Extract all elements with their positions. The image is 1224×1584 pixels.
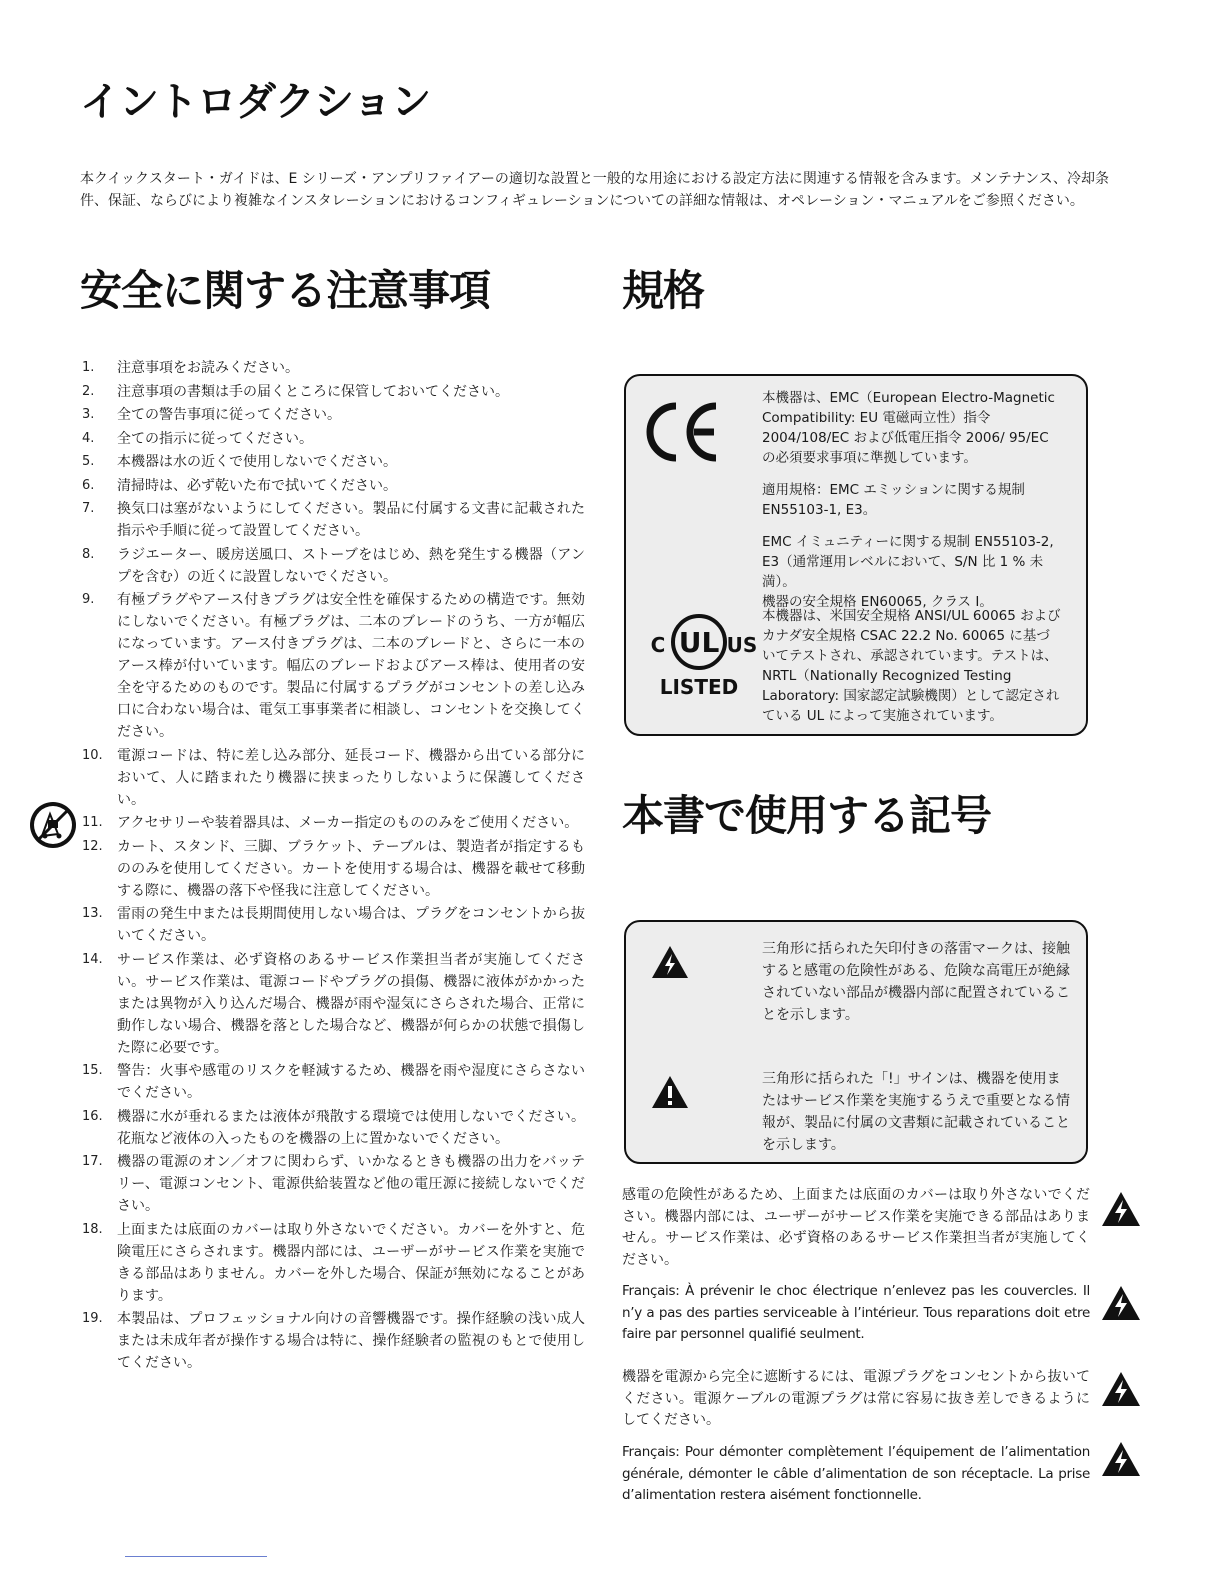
safety-item-number: 18. xyxy=(82,1221,103,1237)
safety-item-text: 警告：火事や感電のリスクを軽減するため、機器を雨や湿度にさらさないでください。 xyxy=(117,1063,585,1101)
ul-listed-icon xyxy=(644,604,758,704)
emc-line-2: EMC イミュニティーに関する規制 EN55103-2, E3（通常運用レベルにおいて、S/N 比 1 % 未満）。 xyxy=(762,534,1054,590)
ul-mark-ul: UL xyxy=(678,626,720,659)
ul-mark-listed: LISTED xyxy=(659,675,739,699)
safety-item xyxy=(80,1106,585,1150)
safety-item xyxy=(80,589,585,743)
safety-item-number: 4. xyxy=(82,430,95,446)
symbols-box xyxy=(624,920,1088,1164)
emc-text xyxy=(762,480,1062,612)
lightning-symbol-text: 三角形に括られた矢印付きの落雷マークは、接触すると感電の危険性がある、危険な高電圧が絶縁されていない部品が機器内部に配置されていることを示します。 xyxy=(762,941,1070,1023)
safety-item-number: 17. xyxy=(82,1154,103,1169)
safety-item-number: 7. xyxy=(82,501,95,516)
cart-warning-icon xyxy=(28,800,78,850)
safety-item xyxy=(80,1060,585,1104)
safety-item-number: 12. xyxy=(82,838,103,854)
safety-item-text: 機器に水が垂れるまたは液体が飛散する環境では使用しないでください。花瓶など液体の入ったものを機器の上に置かないでください。 xyxy=(117,1108,585,1147)
lightning-triangle-icon xyxy=(1100,1370,1142,1408)
safety-item-number: 6. xyxy=(82,477,95,493)
safety-item-text: アクセサリーや装着器具は、メーカー指定のもののみをご使用ください。 xyxy=(117,815,579,831)
safety-item-text: 本製品は、プロフェッショナル向けの音響機器です。操作経験の浅い成人または未成年者が操作する場合は特に、操作経験者の監視のもとで使用してください。 xyxy=(117,1311,585,1371)
safety-item xyxy=(80,1219,585,1307)
safety-item xyxy=(80,475,585,497)
safety-item-text: ラジエーター、暖房送風口、ストーブをはじめ、熱を発生する機器（アンプを含む）の近くに設置しないでください。 xyxy=(117,546,585,585)
lightning-triangle-icon xyxy=(1100,1284,1142,1322)
lightning-triangle-icon xyxy=(1100,1440,1142,1478)
safety-item xyxy=(80,428,585,450)
safety-item xyxy=(80,836,585,902)
safety-item-number: 15. xyxy=(82,1063,103,1078)
safety-item-text: 上面または底面のカバーは取り外さないでください。カバーを外すと、危険電圧にさらされます。機器内部には、ユーザーがサービス作業を実施できる部品はありません。カバーを外した場合、保証が無効になることがあります。 xyxy=(117,1221,585,1304)
safety-item-text: 全ての指示に従ってください。 xyxy=(117,430,313,447)
safety-item xyxy=(80,1308,585,1374)
safety-item-text: 注意事項の書類は手の届くところに保管しておいてください。 xyxy=(117,383,509,400)
exclamation-symbol-text: 三角形に括られた「!」サインは、機器を使用またはサービス作業を実施するうえで重要となる情報が、製品に付属の文書類に記載されていることを示します。 xyxy=(762,1071,1070,1153)
warning-text-jp-1: 感電の危険性があるため、上面または底面のカバーは取り外さないでください。機器内部には、ユーザーがサービス作業を実施できる部品はありません。サービス作業は、必ず資格のあるサービス作業担当者が実施してください。 xyxy=(622,1187,1090,1268)
safety-item xyxy=(80,451,585,473)
footer-rule xyxy=(125,1556,267,1557)
symbols-title: 本書で使用する記号 xyxy=(622,791,992,840)
safety-title: 安全に関する注意事項 xyxy=(80,266,491,315)
safety-item-text: カート、スタンド、三脚、ブラケット、テーブルは、製造者が指定するもののみを使用してください。カートを使用する場合は、機器を載せて移動する際に、機器の落下や怪我に注意してください。 xyxy=(117,838,585,899)
ul-text: 本機器は、米国安全規格 ANSI/UL 60065 およびカナダ安全規格 CSAC 22.2 No. 60065 に基づいてテストされ、承認されています。テストは、NRTL（Nationally Recognized Testing Laboratory: 国家認定試験機関）として認定されている UL によって実施されています。 xyxy=(762,608,1061,724)
safety-item xyxy=(80,404,585,426)
intro-paragraph: 本クイックスタート・ガイドは、E シリーズ・アンプリファイアーの適切な設置と一般的な用途における設定方法に関連する情報を含みます。メンテナンス、冷却条件、保証、ならびにより複雑なインスタレーションにおけるコンフィギュレーションについての詳細な情報は、オペレーション・マニュアルをご参照ください。 xyxy=(80,171,1109,209)
safety-item xyxy=(80,949,585,1059)
ul-mark-us: US xyxy=(726,633,758,657)
warning-text-jp-2: 機器を電源から完全に遮断するには、電源プラグをコンセントから抜いてください。電源ケーブルの電源プラグは常に容易に抜き差しできるようにしてください。 xyxy=(622,1369,1090,1428)
safety-item xyxy=(80,544,585,588)
safety-item xyxy=(80,903,585,947)
safety-item-text: サービス作業は、必ず資格のあるサービス作業担当者が実施してください。サービス作業は、電源コードやプラグの損傷、機器に液体がかかったまたは異物が入り込んだ場合、機器が雨や湿気にさらされた場合、正常に動作しない場合、機器を落とした場合など、機器が何らかの状態で損傷した際に必要です。 xyxy=(117,951,585,1056)
safety-item-number: 9. xyxy=(82,592,95,607)
warning-text-fr-1: Français: À prévenir le choc électrique n’enlevez pas les couvercles. Il n’y a pas des parties serviceable à l’intérieur. Tous reparations doit etre faire par personnel qualifié seulment. xyxy=(622,1283,1090,1342)
safety-item-text: 電源コードは、特に差し込み部分、延長コード、機器から出ている部分において、人に踏まれたり機器に挟まったりしないように保護してください。 xyxy=(117,747,585,808)
emc-line-1: 適用規格：EMC エミッションに関する規制 EN55103-1, E3。 xyxy=(762,482,1025,518)
safety-item-number: 19. xyxy=(82,1311,103,1326)
warning-text-fr-2: Français: Pour démonter complètement l’équipement de l’alimentation générale, démonter le câble d’alimentation de son réceptacle. La prise d’alimentation restera aisément fonctionnelle. xyxy=(622,1444,1090,1503)
safety-item-number: 13. xyxy=(82,906,103,921)
safety-item-number: 11. xyxy=(82,815,103,830)
safety-item-number: 10. xyxy=(82,747,103,763)
safety-item-text: 全ての警告事項に従ってください。 xyxy=(117,407,341,423)
safety-item-number: 3. xyxy=(82,407,95,422)
safety-item-number: 8. xyxy=(82,546,95,562)
safety-item xyxy=(80,745,585,811)
specs-box xyxy=(624,374,1088,736)
lightning-triangle-icon xyxy=(1100,1190,1142,1228)
safety-item-text: 本機器は水の近くで使用しないでください。 xyxy=(117,454,397,470)
safety-item-number: 2. xyxy=(82,383,95,399)
safety-item-text: 注意事項をお読みください。 xyxy=(117,360,299,376)
exclamation-triangle-icon xyxy=(650,1074,690,1110)
safety-list xyxy=(80,357,585,1376)
safety-item-text: 換気口は塞がないようにしてください。製品に付属する文書に記載された指示や手順に従って設置してください。 xyxy=(117,501,585,539)
safety-item-text: 機器の電源のオン／オフに関わらず、いかなるときも機器の出力をバッテリー、電源コンセント、電源供給装置など他の電圧源に接続しないでください。 xyxy=(117,1154,585,1214)
safety-item-text: 清掃時は、必ず乾いた布で拭いてください。 xyxy=(117,477,397,494)
safety-item xyxy=(80,381,585,403)
safety-item-text: 有極プラグやアース付きプラグは安全性を確保するための構造です。無効にしないでください。有極プラグは、二本のブレードのうち、一方が幅広になっています。アース付きプラグは、二本のブレードと、さらに一本のアース棒が付いています。幅広のブレードおよびアース棒は、使用者の安全を守るためのものです。製品に付属するプラグがコンセントの差し込み口に合わない場合は、電気工事事業者に相談し、コンセントを交換してください。 xyxy=(117,592,585,740)
safety-item-number: 1. xyxy=(82,360,95,375)
ce-text: 本機器は、EMC（European Electro-Magnetic Compatibility: EU 電磁両立性）指令 2004/108/EC および低電圧指令 2006/ 95/EC の必須要求事項に準拠しています。 xyxy=(762,390,1055,466)
safety-item-text: 雷雨の発生中または長期間使用しない場合は、プラグをコンセントから抜いてください。 xyxy=(117,906,585,944)
safety-item-number: 16. xyxy=(82,1108,103,1124)
safety-item-number: 5. xyxy=(82,454,95,469)
lightning-triangle-icon xyxy=(650,944,690,980)
specs-title: 規格 xyxy=(622,266,705,315)
safety-item xyxy=(80,1151,585,1217)
safety-item xyxy=(80,812,585,834)
safety-item-number: 14. xyxy=(82,951,103,967)
intro-title: イントロダクション xyxy=(80,79,431,125)
safety-item xyxy=(80,357,585,379)
ul-mark-c: C xyxy=(650,633,666,657)
safety-item xyxy=(80,498,585,542)
ce-mark-icon xyxy=(642,398,722,466)
emc-line-3: 機器の安全規格 EN60065, クラス I。 xyxy=(762,594,993,610)
